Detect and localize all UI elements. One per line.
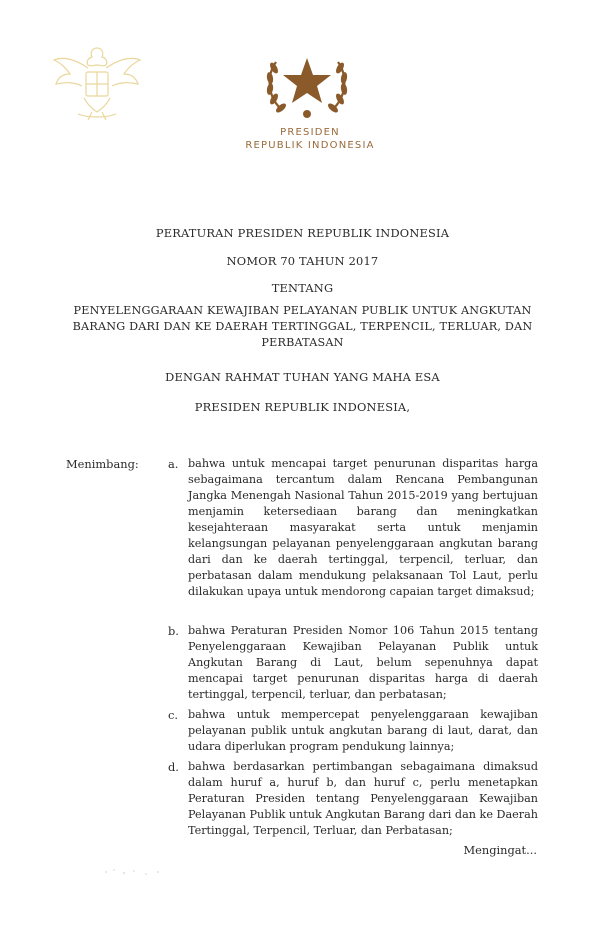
regulation-about: TENTANG <box>271 281 334 295</box>
letterhead-line-2: REPUBLIK INDONESIA <box>245 140 375 151</box>
presidential-emblem-icon <box>262 42 352 124</box>
regulation-title: PENYELENGGARAAN KEWAJIBAN PELAYANAN PUBLIK UNTUK ANGKUTAN BARANG DARI DAN KE DAERAH TERTINGGAL, TERPENCIL, TERLUAR, DAN PERBATASAN <box>72 304 533 349</box>
considering-label: Menimbang: <box>66 457 139 471</box>
considering-item-text: bahwa Peraturan Presiden Nomor 106 Tahun 2015 tentang Penyelenggaraan Kewajiban Pelayanan Publik untuk Angkutan Barang di Laut, belum sepenuhnya dapat mencapai target penurunan disparitas harga di daerah tertinggal, terpencil, terluar, dan perbatasan; <box>188 624 538 701</box>
considering-item-letter: a. <box>168 457 179 471</box>
regulation-heading: PERATURAN PRESIDEN REPUBLIK INDONESIA <box>155 226 450 240</box>
considering-item-letter: b. <box>168 624 179 638</box>
considering-item-text: bahwa untuk mencapai target penurunan disparitas harga sebagaimana tercantum dalam Rencana Pembangunan Jangka Menengah Nasional Tahun 2015-2019 yang bertujuan menjamin ketersediaan barang dan meningkatkan kesejahteraan masyarakat serta untuk menjamin kelangsungan pelayanan penyelenggaraan angkutan barang dari dan ke daerah tertinggal, terpencil, terluar, dan perbatasan dalam mendukung pelaksanaan Tol Laut, perlu dilakukan upaya untuk mendorong capaian target dimaksud; <box>188 457 538 598</box>
letterhead-line-1: PRESIDEN <box>280 127 340 138</box>
letterhead-label <box>210 126 410 152</box>
considering-item-text: bahwa berdasarkan pertimbangan sebagaimana dimaksud dalam huruf a, huruf b, dan huruf c, perlu menetapkan Peraturan Presiden tentang Penyelenggaraan Kewajiban Pelayanan Publik untuk Angkutan Barang dari dan ke Daerah Tertinggal, Terpencil, Terluar, dan Perbatasan; <box>188 760 538 837</box>
scan-smudge-icon <box>100 862 170 882</box>
considering-item-letter: c. <box>168 708 179 722</box>
blessing-line: DENGAN RAHMAT TUHAN YANG MAHA ESA <box>165 370 440 384</box>
regulation-number: NOMOR 70 TAHUN 2017 <box>226 254 379 268</box>
considering-item-text: bahwa untuk mempercepat penyelenggaraan kewajiban pelayanan publik untuk angkutan barang di laut, darat, dan udara diperlukan program pendukung lainnya; <box>188 708 538 753</box>
issuer-line: PRESIDEN REPUBLIK INDONESIA, <box>194 400 411 414</box>
continuation-text: Mengingat... <box>463 843 537 857</box>
considering-item-letter: d. <box>168 760 179 774</box>
garuda-watermark-icon <box>48 38 146 124</box>
